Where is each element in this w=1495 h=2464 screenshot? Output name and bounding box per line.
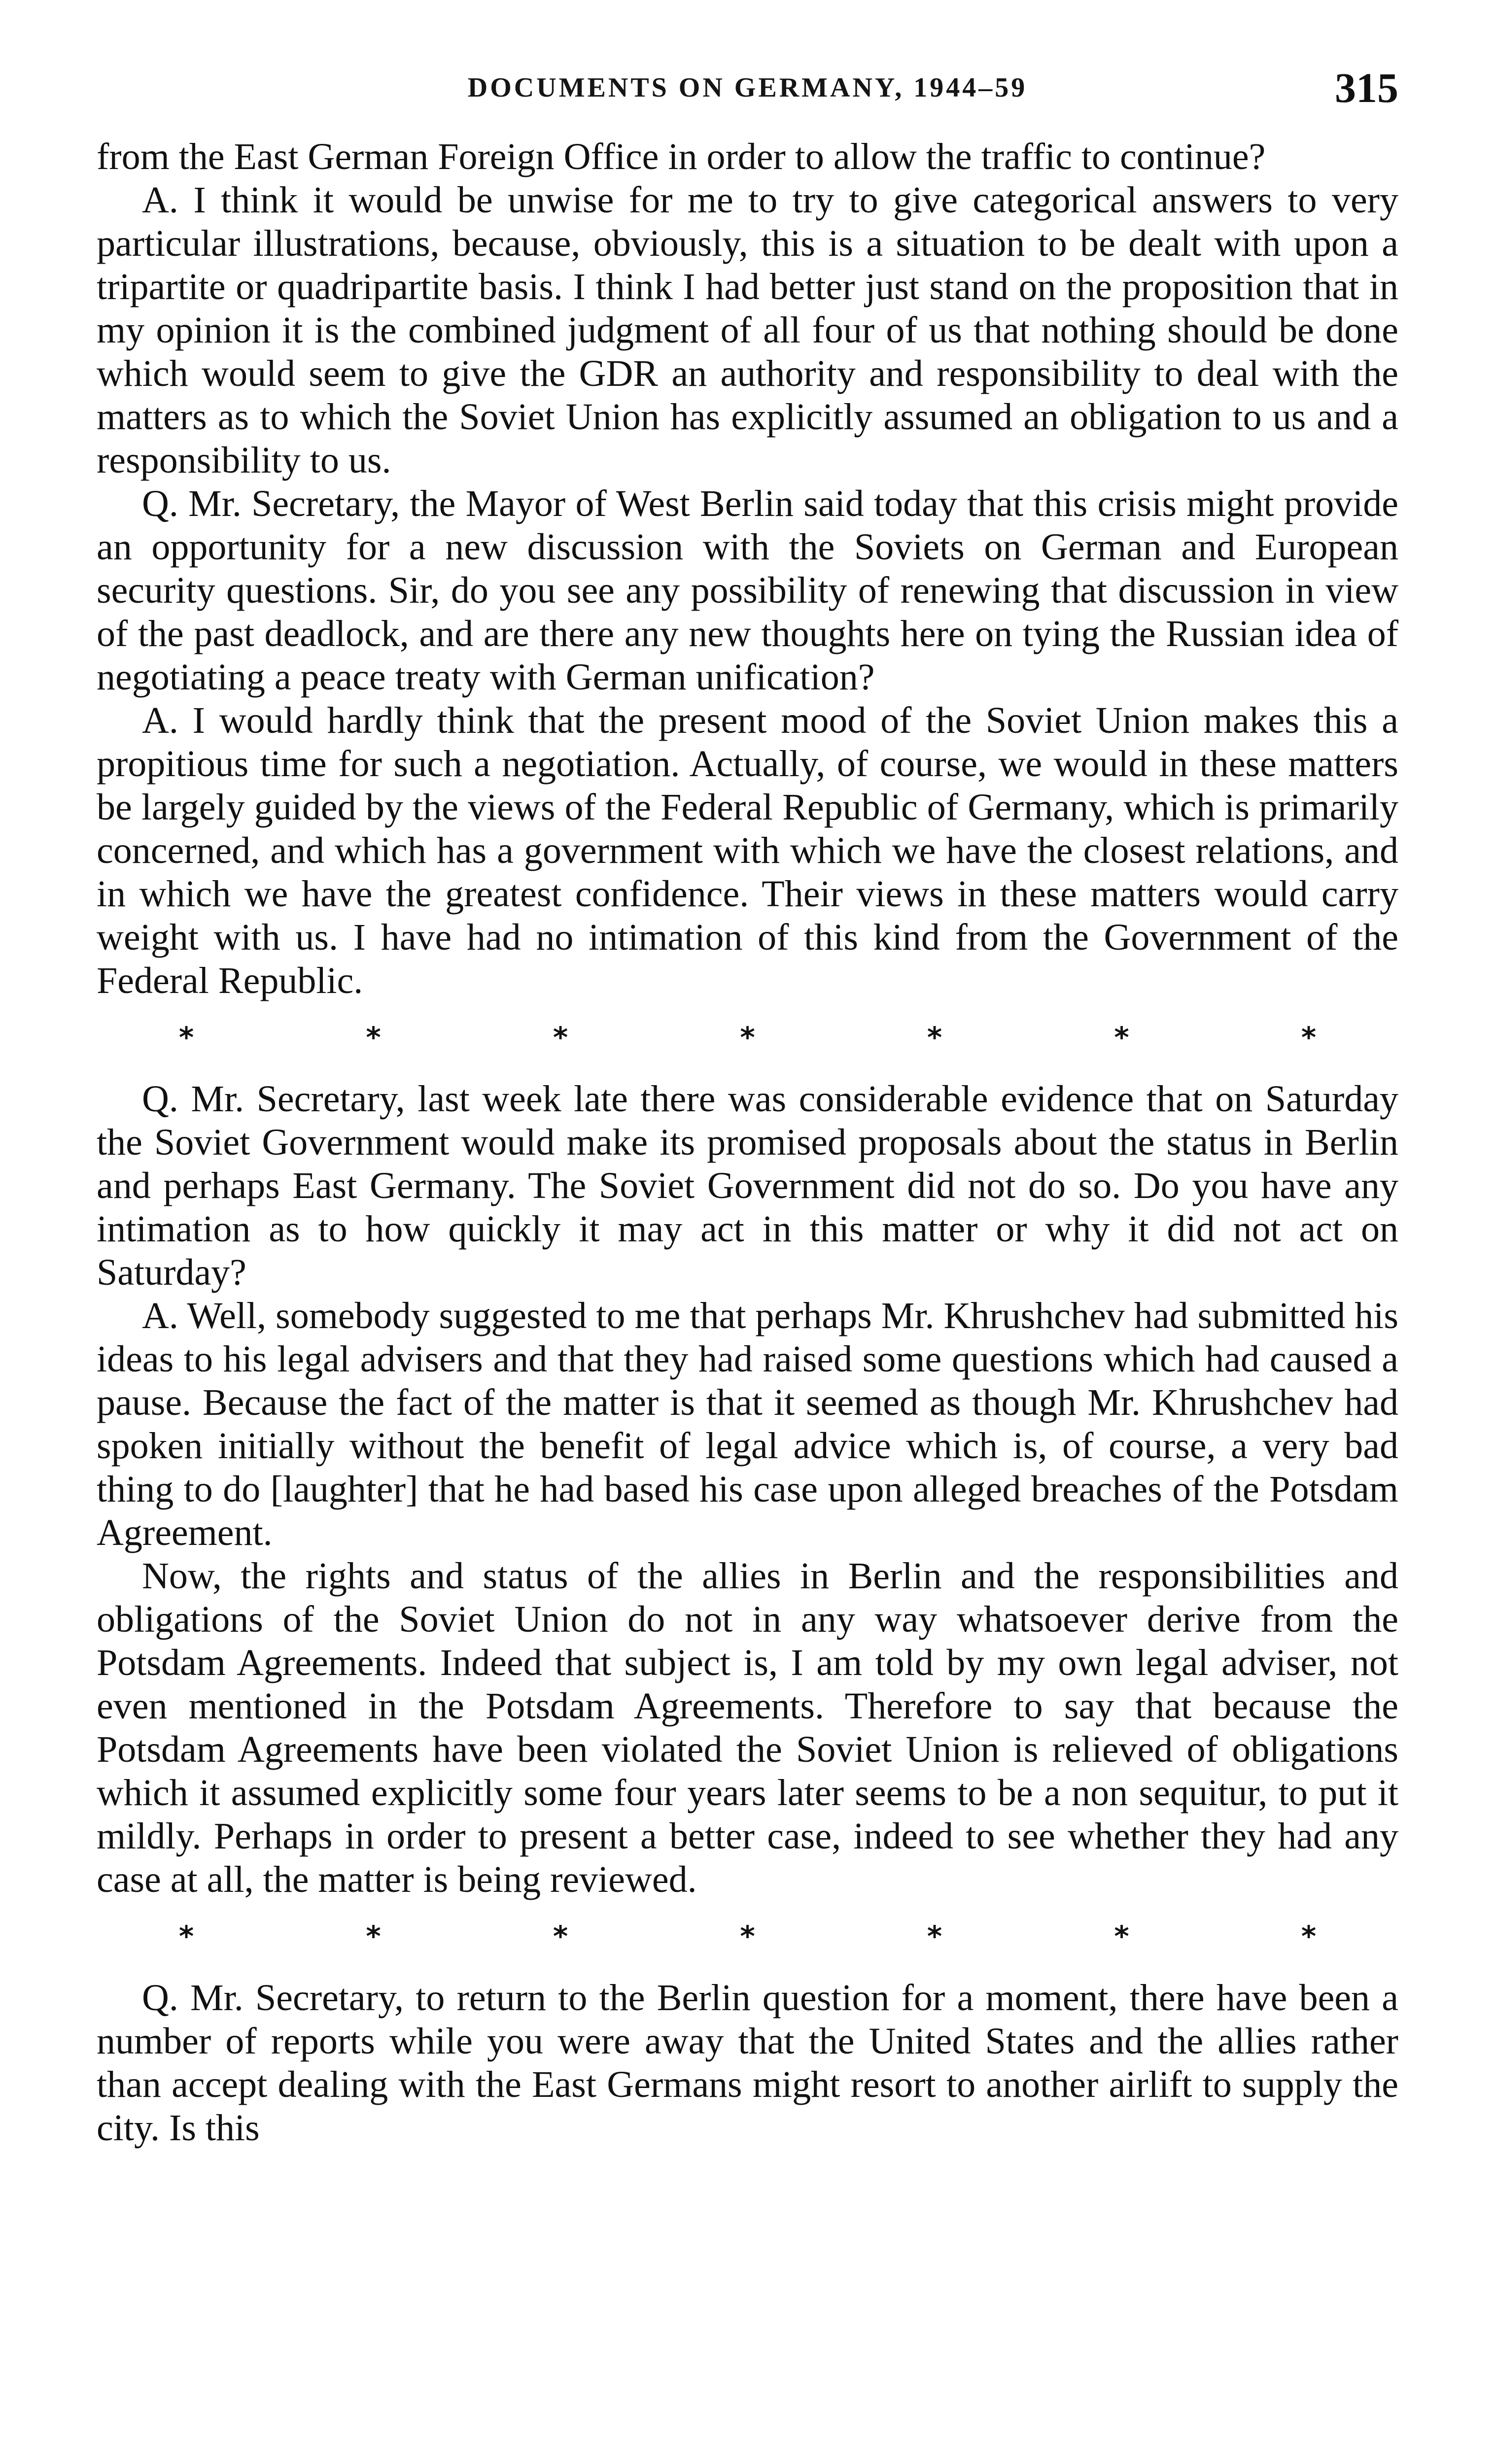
separator-star: * bbox=[740, 1021, 755, 1054]
separator-star: * bbox=[927, 1021, 942, 1054]
running-title: DOCUMENTS ON GERMANY, 1944–59 bbox=[467, 72, 1028, 103]
question-paragraph: Q. Mr. Secretary, to return to the Berlin question for a moment, there have been a number of reports while you were away that the United States and the allies rather than accept dealing with the East Germans might resort to another airlift to supply the city. Is this bbox=[97, 1977, 1398, 2149]
separator-star: * bbox=[178, 1021, 194, 1054]
separator-star: * bbox=[366, 1919, 381, 1953]
separator-star: * bbox=[553, 1021, 568, 1054]
section-separator bbox=[97, 1905, 1398, 1967]
answer-paragraph: A. I would hardly think that the present mood of the Soviet Union makes this a propitious time for such a negotiation. Actually, of course, we would in these matters be largely guided by the views of the Federal Republic of Germany, which is primarily concerned, and which has a government with which we have the closest relations, and in which we have the greatest confidence. Their views in these matters would carry weight with us. I have had no intimation of this kind from the Government of the Federal Republic. bbox=[97, 700, 1398, 1001]
answer-paragraph: A. I think it would be unwise for me to try to give categorical answers to very particular illustrations, because, obviously, this is a situation to be dealt with upon a tripartite or quadripartite basis. I think I had better just stand on the proposition that in my opinion it is the combined judgment of all four of us that nothing should be done which would seem to give the GDR an authority and responsibility to deal with the matters as to which the Soviet Union has explicitly assumed an obligation to us and a responsibility to us. bbox=[97, 179, 1398, 481]
paragraph-continuation: from the East German Foreign Office in order to allow the traffic to continue? bbox=[97, 136, 1266, 177]
running-head bbox=[97, 63, 1398, 121]
answer-continuation-paragraph: Now, the rights and status of the allies in Berlin and the responsibilities and obligations of the Soviet Union do not in any way whatsoever derive from the Potsdam Agreements. Indeed that subject is, I am told by my own legal adviser, not even mentioned in the Potsdam Agreements. Therefore to say that because the Potsdam Agreements have been violated the Soviet Union is relieved of obligations which it assumed explicitly some four years later seems to be a non sequitur, to put it mildly. Perhaps in order to present a better case, indeed to see whether they had any case at all, the matter is being reviewed. bbox=[97, 1555, 1398, 1900]
separator-star: * bbox=[553, 1919, 568, 1953]
separator-star: * bbox=[178, 1919, 194, 1953]
separator-star: * bbox=[927, 1919, 942, 1953]
separator-star: * bbox=[740, 1919, 755, 1953]
page-number: 315 bbox=[1335, 64, 1398, 111]
document-text bbox=[97, 135, 1398, 2150]
answer-paragraph: A. Well, somebody suggested to me that perhaps Mr. Khrushchev had submitted his ideas to his legal advisers and that they had raised some questions which had caused a pause. Because the fact of the matter is that it seemed as though Mr. Khrushchev had spoken initially without the benefit of legal advice which is, of course, a very bad thing to do [laughter] that he had based his case upon alleged breaches of the Potsdam Agreement. bbox=[97, 1295, 1398, 1553]
question-paragraph: Q. Mr. Secretary, last week late there was considerable evidence that on Saturday the Soviet Government would make its promised proposals about the status in Berlin and perhaps East Germany. The Soviet Government did not do so. Do you have any intimation as to how quickly it may act in this matter or why it did not act on Saturday? bbox=[97, 1078, 1398, 1293]
question-paragraph: Q. Mr. Secretary, the Mayor of West Berlin said today that this crisis might provide an opportunity for a new discussion with the Soviets on German and European security questions. Sir, do you see any possibility of renewing that discussion in view of the past deadlock, and are there any new thoughts here on tying the Russian idea of negotiating a peace treaty with German unification? bbox=[97, 483, 1398, 698]
separator-star: * bbox=[1114, 1919, 1129, 1953]
section-separator bbox=[97, 1006, 1398, 1068]
separator-star: * bbox=[1114, 1021, 1129, 1054]
separator-star: * bbox=[1301, 1919, 1317, 1953]
separator-star: * bbox=[366, 1021, 381, 1054]
separator-star: * bbox=[1301, 1021, 1317, 1054]
